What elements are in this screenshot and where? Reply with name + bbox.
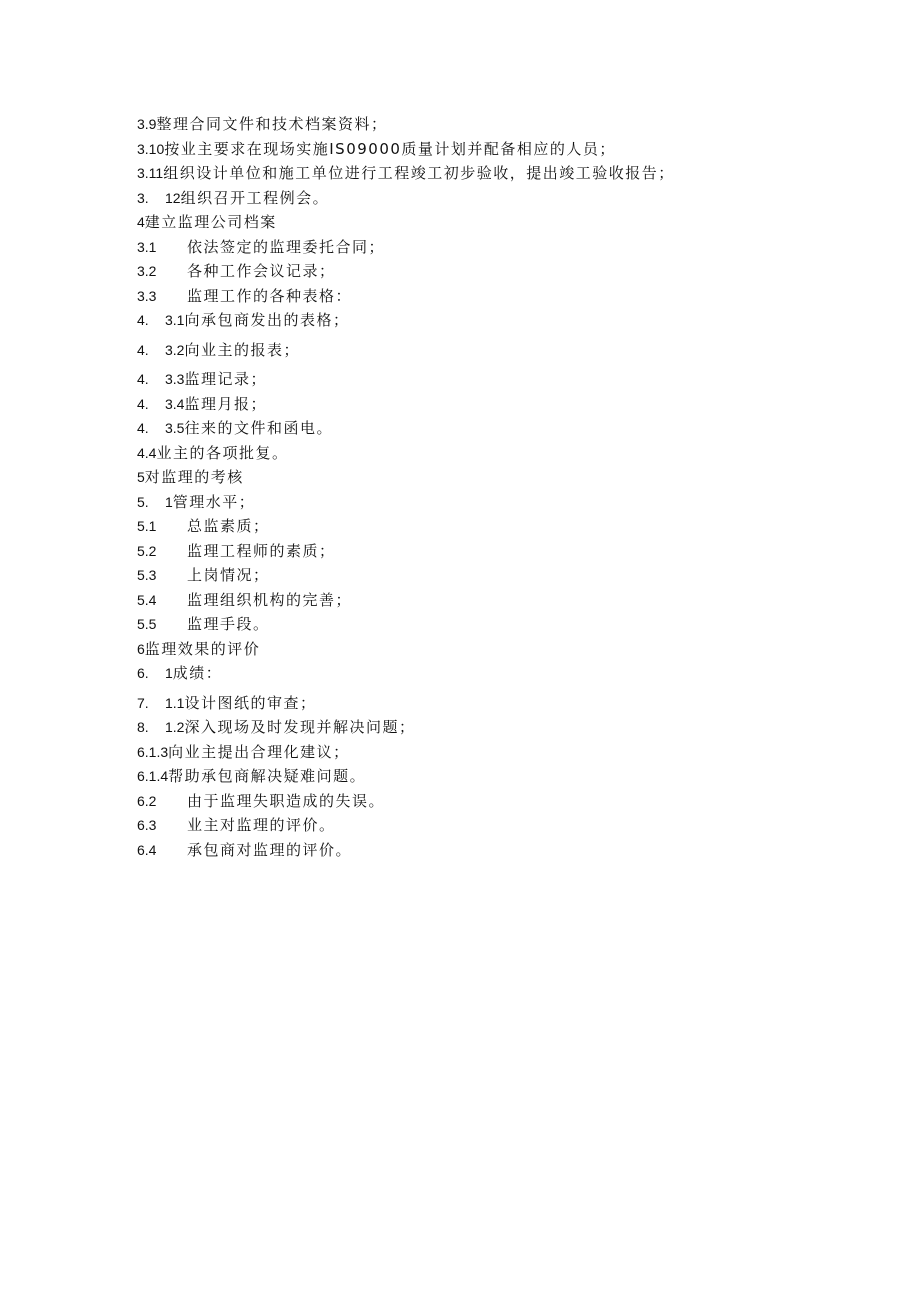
line-text: 监理工作的各种表格： <box>187 286 353 305</box>
line-text: 整理合同文件和技术档案资料； <box>156 115 388 133</box>
line-number: 8. <box>137 719 149 735</box>
line-number: 4. <box>137 371 149 387</box>
line-subnumber: 3.3 <box>165 371 185 387</box>
line-subnumber: 3.4 <box>165 395 185 412</box>
line-number: 3. <box>137 189 149 206</box>
line-number: 5. <box>137 493 149 510</box>
line-subnumber: 3.2 <box>165 341 185 358</box>
document-line <box>137 490 817 515</box>
line-number: 3.1 <box>137 238 157 255</box>
line-text: 往来的文件和函电。 <box>184 419 333 437</box>
line-number: 5.2 <box>137 542 157 559</box>
line-number: 6.2 <box>137 792 157 809</box>
line-text: 承包商对监理的评价。 <box>187 840 353 859</box>
line-text: 上岗情况； <box>187 566 270 584</box>
document-line <box>137 161 817 186</box>
document-line <box>137 764 817 789</box>
line-number: 3.2 <box>137 263 157 279</box>
line-text: 监理手段。 <box>187 615 270 633</box>
line-text: 深入现场及时发现并解决问题； <box>184 718 416 736</box>
document-line <box>137 441 817 466</box>
line-text: 按业主要求在现场实施IS09000质量计划并配备相应的人员； <box>164 139 616 158</box>
line-number: 4.4 <box>137 444 157 461</box>
line-text: 建立监理公司档案 <box>144 213 277 231</box>
document-line <box>137 210 817 235</box>
document-line <box>137 416 817 441</box>
line-text: 业主对监理的评价。 <box>187 816 336 834</box>
line-text: 由于监理失职造成的失误。 <box>187 791 386 810</box>
line-text: 各种工作会议记录； <box>187 262 336 280</box>
line-text: 监理月报； <box>184 394 267 413</box>
document-line <box>137 338 817 363</box>
document-line <box>137 539 817 564</box>
line-text: 向承包商发出的表格； <box>184 311 350 329</box>
line-text: 组织设计单位和施工单位进行工程竣工初步验收，提出竣工验收报告； <box>163 164 675 182</box>
line-number: 3.11 <box>137 165 164 181</box>
line-number: 4. <box>137 312 149 328</box>
document-line <box>137 235 817 260</box>
document-line <box>137 186 817 211</box>
line-text: 监理工程师的素质； <box>187 541 336 560</box>
line-text: 监理记录； <box>184 370 267 388</box>
document-line <box>137 367 817 392</box>
line-text: 成绩： <box>172 664 223 682</box>
line-text: 向业主提出合理化建议； <box>168 742 350 761</box>
line-number: 4. <box>137 341 149 358</box>
document-line <box>137 661 817 686</box>
line-subnumber: 12 <box>165 189 181 206</box>
line-number: 6. <box>137 665 149 681</box>
document-line <box>137 563 817 588</box>
line-number: 6.1.3 <box>137 743 169 760</box>
line-subnumber: 3.5 <box>165 420 185 436</box>
document-line <box>137 308 817 333</box>
document-line <box>137 789 817 814</box>
line-subnumber: 1 <box>165 493 173 510</box>
line-text: 监理效果的评价 <box>144 639 261 658</box>
document-line <box>137 838 817 863</box>
line-text: 总监素质； <box>187 517 270 535</box>
document-line <box>137 284 817 309</box>
line-number: 5.5 <box>137 616 157 632</box>
line-text: 对监理的考核 <box>144 468 244 486</box>
document-line <box>137 588 817 613</box>
line-subnumber: 1.1 <box>165 694 185 711</box>
line-text: 组织召开工程例会。 <box>180 188 330 207</box>
line-number: 6.3 <box>137 817 157 833</box>
line-number: 6.4 <box>137 841 157 858</box>
document-line <box>137 813 817 838</box>
line-subnumber: 1 <box>165 665 173 681</box>
document-body <box>137 112 817 862</box>
document-line <box>137 612 817 637</box>
document-line <box>137 112 817 137</box>
line-number: 3.10 <box>137 140 165 157</box>
document-line <box>137 637 817 662</box>
line-text: 监理组织机构的完善； <box>187 590 353 609</box>
line-text: 业主的各项批复。 <box>156 443 289 462</box>
document-line <box>137 740 817 765</box>
document-line <box>137 514 817 539</box>
line-number: 5.1 <box>137 518 157 534</box>
line-number: 5.4 <box>137 591 157 608</box>
line-number: 4 <box>137 214 145 230</box>
document-line <box>137 465 817 490</box>
line-number: 4. <box>137 420 149 436</box>
document-line <box>137 392 817 417</box>
line-number: 5.3 <box>137 567 157 583</box>
line-subnumber: 1.2 <box>165 719 185 735</box>
line-text: 设计图纸的审查； <box>184 693 317 712</box>
line-number: 6 <box>137 640 145 657</box>
line-text: 管理水平； <box>172 492 256 511</box>
line-number: 3.3 <box>137 287 157 304</box>
document-line <box>137 137 817 162</box>
line-number: 3.9 <box>137 116 157 132</box>
line-number: 5 <box>137 469 145 485</box>
line-text: 依法签定的监理委托合同； <box>187 237 386 256</box>
document-line <box>137 715 817 740</box>
line-number: 6.1.4 <box>137 768 169 784</box>
line-number: 4. <box>137 395 149 412</box>
line-subnumber: 3.1 <box>165 312 185 328</box>
document-line <box>137 259 817 284</box>
document-line <box>137 691 817 716</box>
line-text: 向业主的报表； <box>184 340 300 359</box>
line-number: 7. <box>137 694 149 711</box>
line-text: 帮助承包商解决疑难问题。 <box>168 767 367 785</box>
